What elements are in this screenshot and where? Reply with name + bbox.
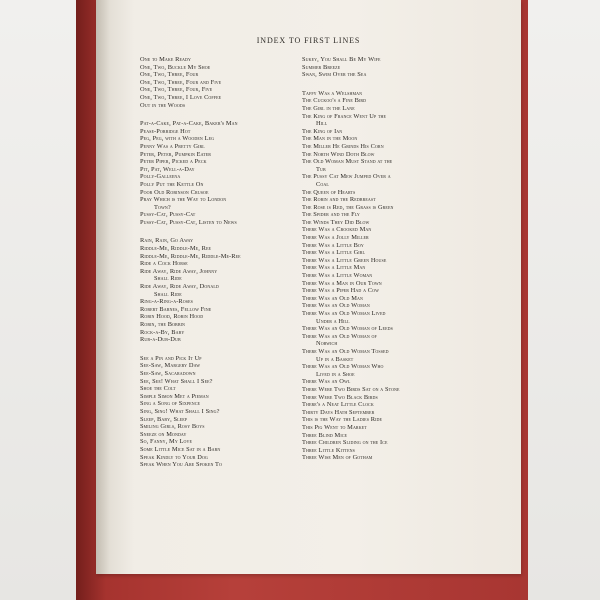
index-entry-continuation: Under a Hill <box>316 317 350 325</box>
index-entry: Sing a Song of Sixpence <box>140 400 201 408</box>
index-entry: Sneeze on Monday <box>140 430 187 438</box>
index-entry: Shoe the Colt <box>140 385 176 393</box>
index-entry-continuation: Town? <box>154 203 171 211</box>
index-entry: The King of France Went Up the <box>302 112 387 120</box>
index-entry: See-Saw, Sacaradown <box>140 369 196 377</box>
index-entry-continuation: Coal <box>316 180 329 188</box>
index-entry: So, Fanny, My Love <box>140 438 193 446</box>
index-entry: Ring-a-Ring-a-Roses <box>140 298 193 306</box>
index-entry: Rain, Rain, Go Away <box>140 237 194 245</box>
index-entry: The Spider and the Fly <box>302 211 360 219</box>
index-entry: The Old Woman Must Stand at the <box>302 158 393 166</box>
index-entry: See-Saw, Margery Daw <box>140 362 201 370</box>
index-entry: Three Blind Mice <box>302 431 348 439</box>
index-entry: There Was a Little Boy <box>302 241 364 249</box>
index-entry: Out in the Woods <box>140 101 186 109</box>
index-entry: The North Wind Doth Blow <box>302 150 375 158</box>
index-group <box>302 56 400 79</box>
index-entry: Thirty Days Hath September <box>302 408 375 416</box>
index-entry-continuation: Lived in a Shoe <box>316 370 355 378</box>
index-entry: Speak When You Are Spoken To <box>140 461 223 469</box>
index-entry: Rock-a-By, Baby <box>140 328 185 336</box>
index-entry: The Cuckoo's a Fine Bird <box>302 97 367 105</box>
index-entry: There Was an Old Woman <box>302 302 370 310</box>
index-entry: Simple Simon Met a Pieman <box>140 392 209 400</box>
index-entry: This is the Way the Ladies Ride <box>302 416 383 424</box>
index-entry: Some Little Mice Sat in a Barn <box>140 445 221 453</box>
index-entry: Ride Away, Ride Away, Johnny <box>140 267 218 275</box>
index-entry: There Was a Little Green House <box>302 256 387 264</box>
index-entry: The Winds They Did Blow <box>302 218 370 226</box>
index-entry-continuation: Shall Ride <box>154 275 182 283</box>
index-entry: One, Two, Buckle My Shoe <box>140 63 211 71</box>
index-entry: Sing, Sing! What Shall I Sing? <box>140 407 220 415</box>
index-entry: The Pussy Cat Mew Jumped Over a <box>302 173 391 181</box>
index-entry: One, Two, Three, Four, Five <box>140 86 213 94</box>
index-entry: There Was a Piper Had a Cow <box>302 287 379 295</box>
index-entry: The Queen of Hearts <box>302 188 356 196</box>
index-left-column <box>140 56 241 480</box>
index-entry: Sukey, You Shall Be My Wife <box>302 56 381 63</box>
index-entry: Robin Hood, Robin Hood <box>140 313 204 321</box>
index-entry: This Pig Went to Market <box>302 423 367 431</box>
index-entry: Three Children Sliding on the Ice <box>302 439 388 447</box>
index-entry: Smiling Girls, Rosy Boys <box>140 423 205 431</box>
index-entry: One, Two, Three, Four and Five <box>140 78 222 86</box>
index-entry: Pat-a-Cake, Pat-a-Cake, Baker's Man <box>140 120 238 128</box>
index-entry: The Miller He Grinds His Corn <box>302 142 384 150</box>
index-entry: Robert Barnes, Fellow Fine <box>140 305 212 313</box>
index-entry: There Was an Old Woman of <box>302 332 377 340</box>
index-entry: Robin, the Bobbin <box>140 321 186 328</box>
index-entry: Polly-Galleena <box>140 173 181 181</box>
page-title: INDEX TO FIRST LINES <box>256 36 361 45</box>
index-entry: Three Wise Men of Gotham <box>302 454 373 462</box>
index-entry-continuation: Shall Ride <box>154 290 182 298</box>
index-group <box>140 355 241 469</box>
index-entry: Peter Piper, Picked a Peck <box>140 158 207 166</box>
index-entry: Rub-a-Dub-Dub <box>140 336 181 344</box>
index-entry: There Was an Old Woman Who <box>302 363 384 371</box>
index-entry: Ride a Cock Horse <box>140 260 188 268</box>
index-entry: One, Two, Three, I Love Coffee <box>140 93 222 101</box>
index-entry: One to Make Ready <box>140 56 191 63</box>
index-entry: The Girl in the Lane <box>302 104 355 112</box>
index-entry: Pease-Porridge Hot <box>140 127 191 135</box>
index-entry: There Was an Owl <box>302 378 351 386</box>
index-entry: There Was an Old Woman of Leeds <box>302 325 393 333</box>
index-group <box>140 56 241 109</box>
index-entry: There Was a Jolly Miller <box>302 234 369 242</box>
index-group <box>140 120 241 226</box>
index-entry: One, Two, Three, Four <box>140 71 199 79</box>
index-entry: Penny Was a Pretty Girl <box>140 142 205 150</box>
page-gutter-shadow <box>96 0 110 574</box>
index-entry: Pussy-Cat, Pussy-Cat, Listen to News <box>140 218 237 226</box>
index-entry: Three Little Kittens <box>302 446 355 454</box>
index-entry: Summer Breeze <box>302 63 341 71</box>
index-entry: Swan, Swim Over the Sea <box>302 71 367 79</box>
index-entry: There Was a Little Man <box>302 264 366 272</box>
index-entry: Riddle-Me, Riddle-Me, Ree <box>140 245 212 253</box>
index-entry: Peter, Peter, Pumpkin Eater <box>140 150 212 158</box>
index-entry: Pray Which is the Way to London <box>140 196 227 204</box>
index-entry-continuation: Tub <box>316 165 326 173</box>
index-entry: Pussy-Cat, Pussy-Cat <box>140 211 196 219</box>
index-entry: Ride Away, Ride Away, Donald <box>140 283 219 291</box>
index-entry-continuation: Norwich <box>316 340 338 348</box>
index-entry: Riddle-Me, Riddle-Me, Riddle-Me-Ree <box>140 252 241 260</box>
index-entry: There Were Two Black Birds <box>302 393 378 401</box>
index-entry: There Were Two Birds Sat on a Stone <box>302 385 400 393</box>
index-entry: There Was a Crooked Man <box>302 226 372 234</box>
index-entry: Pit, Pat, Well-a-Day <box>140 165 195 173</box>
index-entry: Poor Old Robinson Crusoe <box>140 188 209 196</box>
index-entry: Taffy Was a Welshman <box>302 89 363 97</box>
index-group <box>302 90 400 462</box>
index-entry: Polly Put the Kettle On <box>140 180 204 188</box>
index-entry: Sleep, Baby, Sleep <box>140 415 188 423</box>
index-entry: There's a Neat Little Clock <box>302 401 374 409</box>
index-entry: Peg, Peg, with a Wooden Leg <box>140 135 215 143</box>
index-entry: There Was an Old Woman Lived <box>302 310 386 317</box>
index-entry: The Man in the Moon <box>302 135 358 143</box>
index-entry-continuation: Hill <box>316 120 328 128</box>
index-entry: There Was a Man in Our Town <box>302 279 382 287</box>
index-entry: Speak Kindly to Your Dog <box>140 453 208 461</box>
index-entry-continuation: Up in a Basket <box>316 355 354 363</box>
index-group <box>140 237 241 343</box>
index-entry: There Was an Old Man <box>302 294 363 302</box>
index-right-column <box>302 56 400 473</box>
index-entry: See a Pin and Pick It Up <box>140 354 202 362</box>
index-entry: The Robin and the Redbreast <box>302 196 376 204</box>
index-entry: The King of Ian <box>302 127 343 135</box>
index-entry: There Was a Little Woman <box>302 272 373 280</box>
index-entry: See, See! What Shall I See? <box>140 377 213 385</box>
index-entry: The Rose is Red, the Grass is Green <box>302 203 394 211</box>
index-entry: There Was a Little Girl <box>302 249 366 257</box>
index-entry: There Was an Old Woman Tossed <box>302 347 389 355</box>
